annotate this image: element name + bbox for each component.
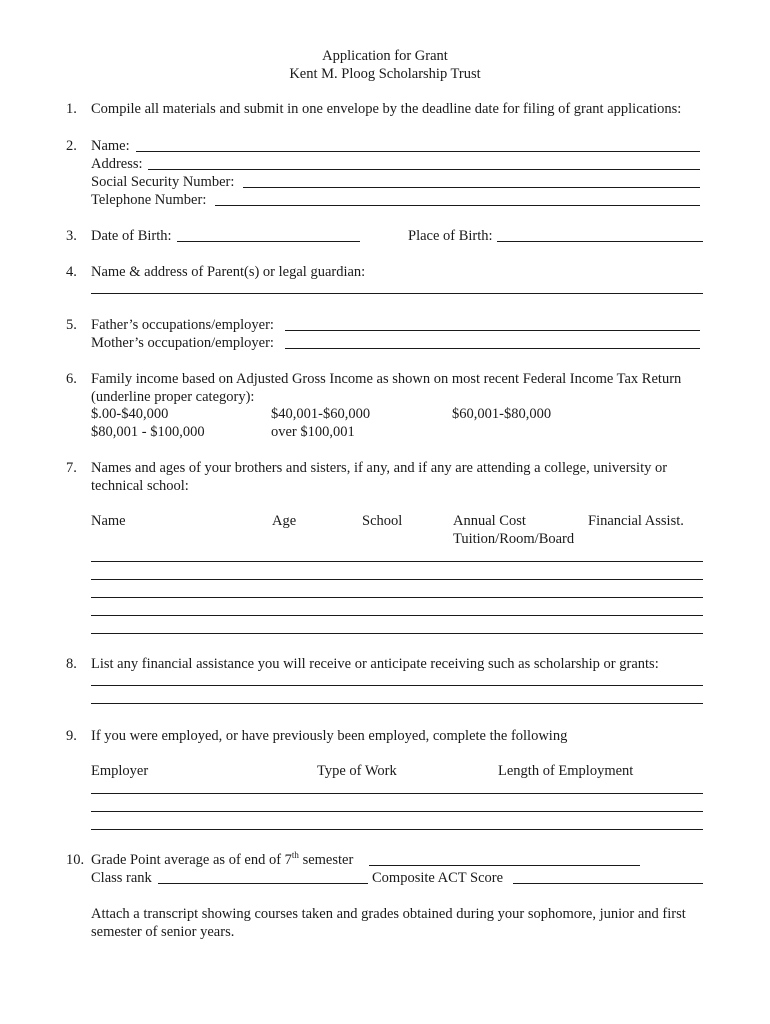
column-header-type-of-work: Type of Work bbox=[317, 763, 397, 779]
name-field[interactable] bbox=[136, 151, 700, 152]
item-number-5: 5. bbox=[66, 317, 77, 333]
name-label: Name: bbox=[91, 138, 130, 154]
father-field[interactable] bbox=[285, 330, 700, 331]
act-score-field[interactable] bbox=[513, 883, 703, 884]
assistance-line[interactable] bbox=[91, 703, 703, 704]
item-number-3: 3. bbox=[66, 228, 77, 244]
item-number-7: 7. bbox=[66, 460, 77, 476]
mother-field[interactable] bbox=[285, 348, 700, 349]
column-header-financial-assist: Financial Assist. bbox=[588, 513, 684, 529]
ssn-label: Social Security Number: bbox=[91, 174, 235, 190]
transcript-note-line1: Attach a transcript showing courses taken and grades obtained during your sophomore, junior and first bbox=[91, 906, 686, 922]
guardian-field[interactable] bbox=[91, 293, 703, 294]
income-category[interactable]: $.00-$40,000 bbox=[91, 406, 169, 422]
sibling-row-line[interactable] bbox=[91, 633, 703, 634]
phone-field[interactable] bbox=[215, 205, 700, 206]
item-number-10: 10. bbox=[66, 852, 85, 868]
phone-label: Telephone Number: bbox=[91, 192, 207, 208]
item-number-9: 9. bbox=[66, 728, 77, 744]
class-rank-field[interactable] bbox=[158, 883, 368, 884]
item-9-text: If you were employed, or have previously been employed, complete the following bbox=[91, 728, 568, 744]
sibling-row-line[interactable] bbox=[91, 561, 703, 562]
income-category[interactable]: $80,001 - $100,000 bbox=[91, 424, 205, 440]
column-header-age: Age bbox=[272, 513, 297, 529]
dob-label: Date of Birth: bbox=[91, 228, 172, 244]
item-1-text: Compile all materials and submit in one envelope by the deadline date for filing of grant applications: bbox=[91, 101, 682, 117]
column-subheader-tuition: Tuition/Room/Board bbox=[453, 531, 575, 547]
gpa-label bbox=[91, 851, 353, 869]
item-number-8: 8. bbox=[66, 656, 77, 672]
item-number-6: 6. bbox=[66, 371, 77, 387]
address-label: Address: bbox=[91, 156, 143, 172]
gpa-label-superscript: th bbox=[291, 850, 299, 861]
class-rank-label: Class rank bbox=[91, 870, 152, 886]
gpa-label-semester: semester bbox=[302, 852, 354, 868]
gpa-label-text: Grade Point average as of end of 7 bbox=[91, 852, 292, 868]
column-header-annual-cost: Annual Cost bbox=[453, 513, 526, 529]
column-header-name: Name bbox=[91, 513, 126, 529]
item-8-text: List any financial assistance you will receive or anticipate receiving such as scholarship or grants: bbox=[91, 656, 659, 672]
ssn-field[interactable] bbox=[243, 187, 700, 188]
form-subtitle: Kent M. Ploog Scholarship Trust bbox=[289, 66, 481, 82]
item-number-1: 1. bbox=[66, 101, 77, 117]
item-number-4: 4. bbox=[66, 264, 77, 280]
column-header-employer: Employer bbox=[91, 763, 149, 779]
form-title: Application for Grant bbox=[322, 48, 448, 64]
dob-field[interactable] bbox=[177, 241, 360, 242]
column-header-length-of-employment: Length of Employment bbox=[498, 763, 634, 779]
assistance-line[interactable] bbox=[91, 685, 703, 686]
mother-label: Mother’s occupation/employer: bbox=[91, 335, 274, 351]
act-score-label: Composite ACT Score bbox=[372, 870, 504, 886]
item-4-text: Name & address of Parent(s) or legal guardian: bbox=[91, 264, 366, 280]
income-category[interactable]: over $100,001 bbox=[271, 424, 355, 440]
father-label: Father’s occupations/employer: bbox=[91, 317, 274, 333]
item-number-2: 2. bbox=[66, 138, 77, 154]
sibling-row-line[interactable] bbox=[91, 615, 703, 616]
employment-row-line[interactable] bbox=[91, 793, 703, 794]
income-category[interactable]: $60,001-$80,000 bbox=[452, 406, 552, 422]
sibling-row-line[interactable] bbox=[91, 597, 703, 598]
sibling-row-line[interactable] bbox=[91, 579, 703, 580]
gpa-field[interactable] bbox=[369, 865, 640, 866]
column-header-school: School bbox=[362, 513, 403, 529]
item-7-text-line1: Names and ages of your brothers and sisters, if any, and if any are attending a college, university or bbox=[91, 460, 668, 476]
item-7-text-line2: technical school: bbox=[91, 478, 189, 494]
pob-label: Place of Birth: bbox=[408, 228, 493, 244]
item-6-text-line2: (underline proper category): bbox=[91, 389, 255, 405]
employment-row-line[interactable] bbox=[91, 811, 703, 812]
item-6-text-line1: Family income based on Adjusted Gross Income as shown on most recent Federal Income Tax Return bbox=[91, 371, 682, 387]
income-category[interactable]: $40,001-$60,000 bbox=[271, 406, 371, 422]
pob-field[interactable] bbox=[497, 241, 703, 242]
transcript-note-line2: semester of senior years. bbox=[91, 924, 235, 940]
address-field[interactable] bbox=[148, 169, 700, 170]
employment-row-line[interactable] bbox=[91, 829, 703, 830]
